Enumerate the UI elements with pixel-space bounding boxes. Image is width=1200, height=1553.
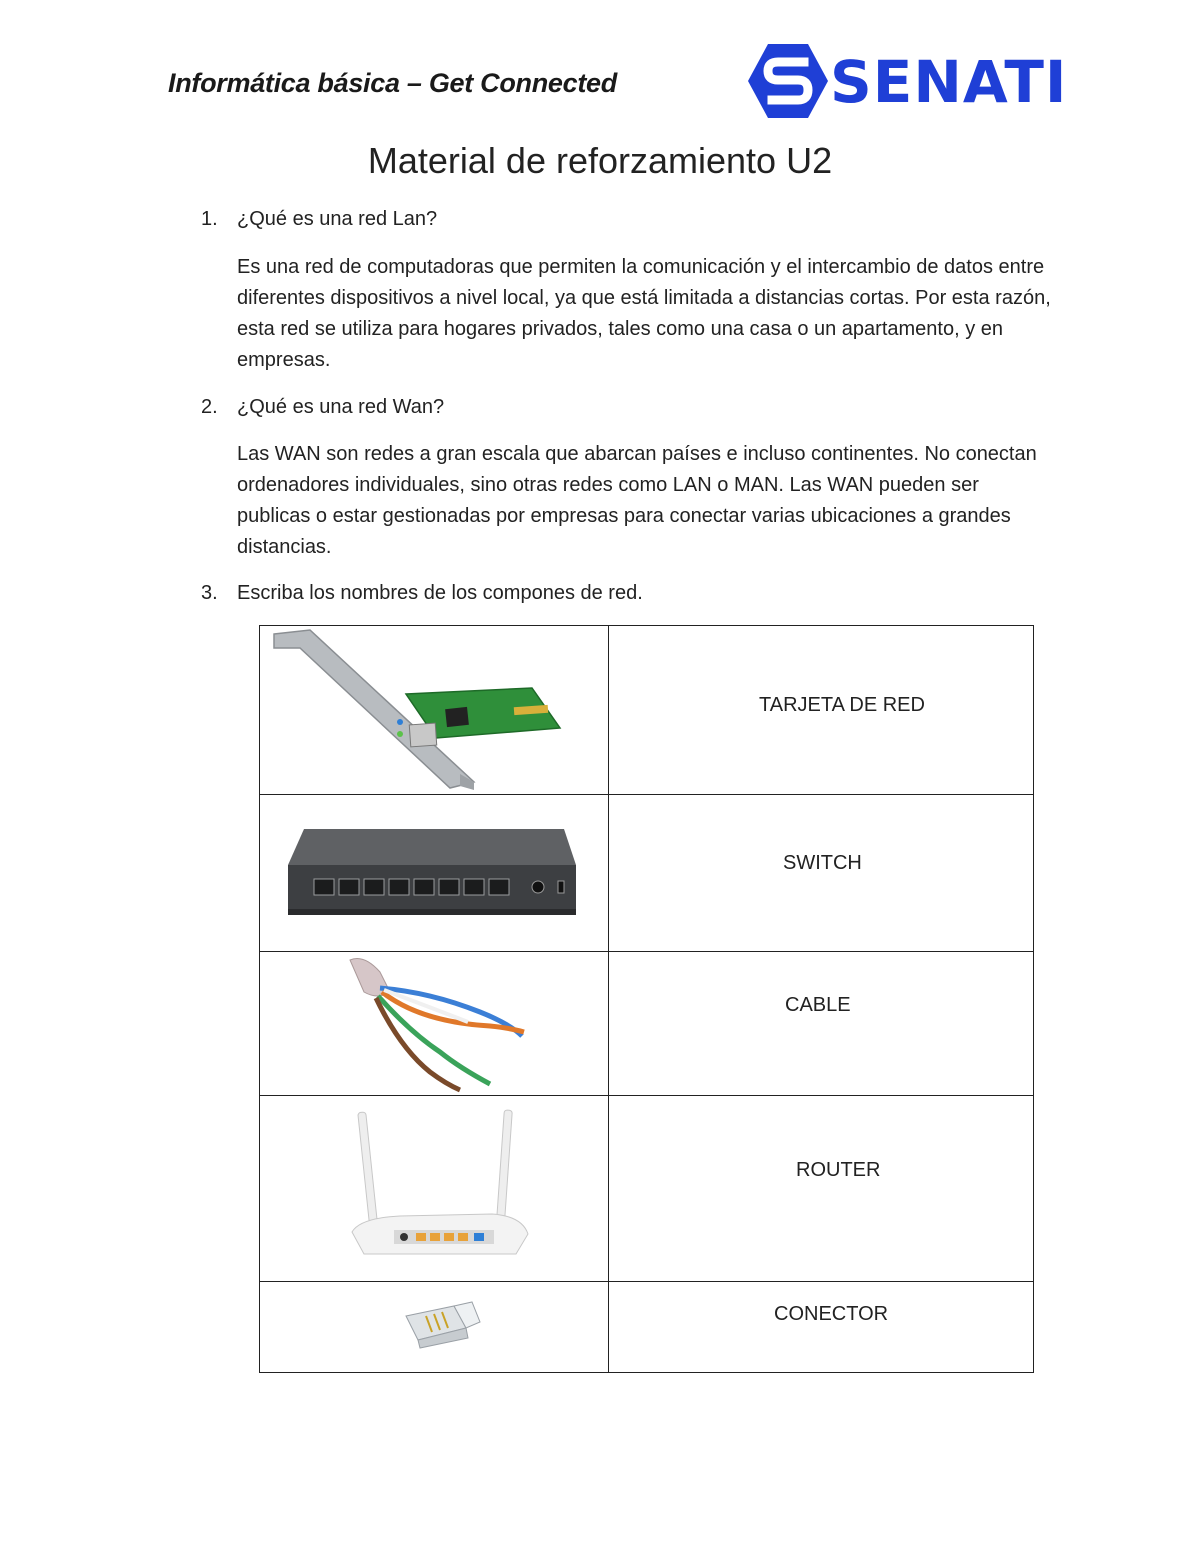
component-image-cell xyxy=(260,952,609,1096)
question-text: ¿Qué es una red Wan? xyxy=(237,396,445,418)
component-label-cell xyxy=(609,1282,1034,1373)
answer-1: Es una red de computadoras que permiten la comunicación y el intercambio de datos entre diferentes dispositivos a nivel local, ya que está limitada a distancias cortas. Por esta razón, esta red se utiliza para hogares privados, tales como una casa o un apartamento, y en empresas. xyxy=(237,256,1051,371)
question-1 xyxy=(201,208,437,231)
question-3 xyxy=(201,582,643,605)
answer-2: Las WAN son redes a gran escala que abarcan países e incluso continentes. No conectan ordenadores individuales, sino otras redes como LAN o MAN. Las WAN pueden ser publicas o estar gestionadas por empresas para conectar varias ubicaciones a grandes distancias. xyxy=(237,443,1037,558)
component-label-cell xyxy=(609,626,1034,795)
router-icon xyxy=(260,1096,608,1281)
component-label-cell xyxy=(609,795,1034,952)
component-label: TARJETA DE RED xyxy=(759,693,925,716)
question-2 xyxy=(201,396,444,419)
question-text: ¿Qué es una red Lan? xyxy=(237,208,438,230)
table-row xyxy=(260,952,1034,1096)
table-row xyxy=(260,1282,1034,1373)
rj45-connector-icon xyxy=(260,1282,608,1372)
question-number: 2. xyxy=(201,396,218,418)
component-label: CABLE xyxy=(785,994,851,1016)
component-image-cell xyxy=(260,1096,609,1282)
component-label-cell xyxy=(609,952,1034,1096)
question-number: 1. xyxy=(201,208,218,230)
course-header: Informática básica – Get Connected xyxy=(168,68,617,98)
component-label: ROUTER xyxy=(796,1159,881,1181)
table-row xyxy=(260,626,1034,795)
components-table xyxy=(259,625,1034,1373)
question-number: 3. xyxy=(201,582,218,604)
senati-logo xyxy=(746,40,1068,122)
senati-logo-icon xyxy=(746,40,830,122)
cable-icon xyxy=(260,952,608,1095)
component-label-cell xyxy=(609,1096,1034,1282)
switch-icon xyxy=(260,795,608,951)
component-label: CONECTOR xyxy=(774,1302,889,1325)
logo-text: SENATI xyxy=(830,48,1068,116)
component-image-cell xyxy=(260,626,609,795)
component-image-cell xyxy=(260,795,609,952)
network-card-icon xyxy=(260,626,608,794)
question-text: Escriba los nombres de los compones de red. xyxy=(237,582,643,604)
document-title: Material de reforzamiento U2 xyxy=(367,140,833,181)
table-row xyxy=(260,1096,1034,1282)
component-image-cell xyxy=(260,1282,609,1373)
table-row xyxy=(260,795,1034,952)
component-label: SWITCH xyxy=(783,851,862,874)
